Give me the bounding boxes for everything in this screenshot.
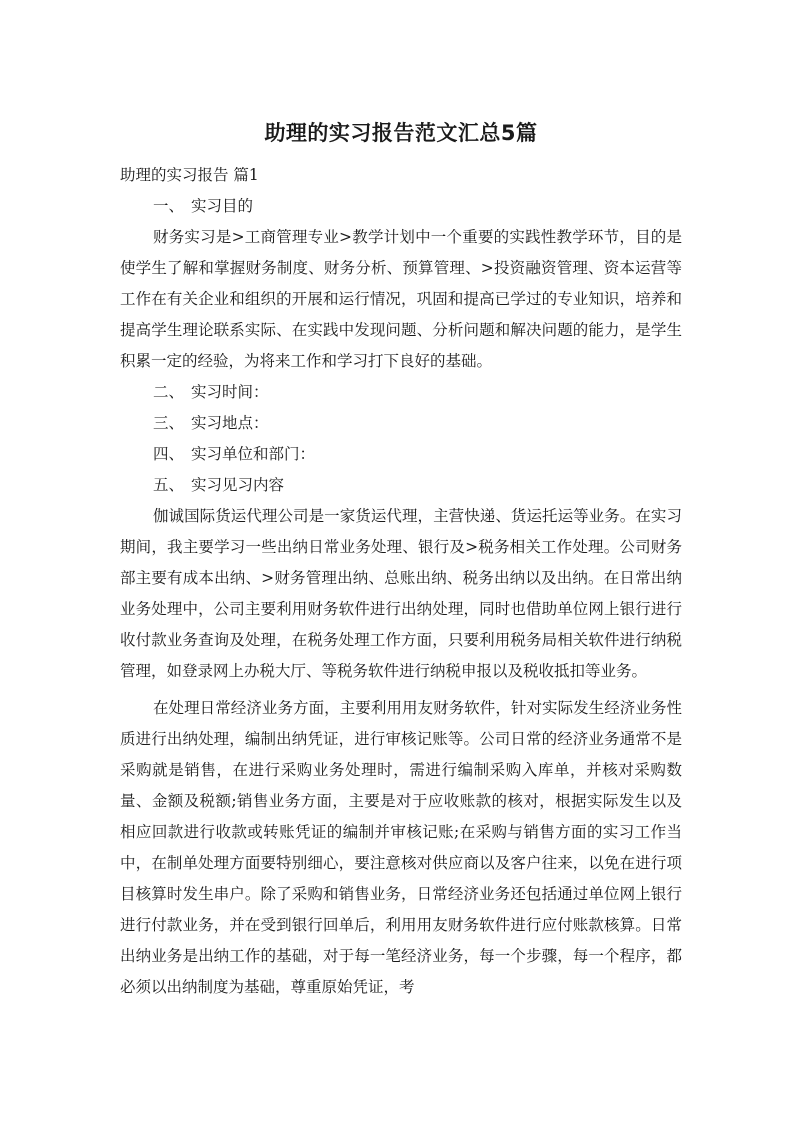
section-heading-location: [120, 408, 682, 439]
section-label: 实习单位和部门：: [191, 445, 316, 463]
section-number: 三、: [153, 414, 185, 432]
section-heading-time: [120, 377, 682, 408]
paragraph-company-intro: 伽诚国际货运代理公司是一家货运代理，主营快递、货运托运等业务。在实习期间，我主要学习一些出纳日常业务处理、银行及>税务相关工作处理。公司财务部主要有成本出纳、>财务管理出纳、总账出纳、税务出纳以及出纳。在日常出纳业务处理中，公司主要利用财务软件进行出纳处理，同时也借助单位网上银行进行收付款业务查询及处理，在税务处理工作方面，只要利用税务局相关软件进行纳税管理，如登录网上办税大厅、等税务软件进行纳税申报以及税收抵扣等业务。: [120, 507, 682, 680]
section-label: 实习见习内容: [191, 476, 285, 494]
section-number: 五、: [153, 476, 185, 494]
report-subtitle: 助理的实习报告 篇1: [120, 166, 259, 184]
section-number: 一、: [153, 197, 185, 215]
section-heading-content: [120, 470, 682, 501]
document-page: [120, 118, 682, 1003]
document-title: 助理的实习报告范文汇总5篇: [264, 121, 538, 145]
section-number: 二、: [153, 383, 185, 401]
section-label: 实习地点：: [191, 414, 269, 432]
section-label: 实习目的: [191, 197, 254, 215]
paragraph-daily-business: 在处理日常经济业务方面，主要利用用友财务软件，针对实际发生经济业务性质进行出纳处理，编制出纳凭证，进行审核记账等。公司日常的经济业务通常不是采购就是销售，在进行采购业务处理时，需进行编制采购入库单，并核对采购数量、金额及税额;销售业务方面，主要是对于应收账款的核对，根据实际发生以及相应回款进行收款或转账凭证的编制并审核记账;在采购与销售方面的实习工作当中，在制单处理方面要特别细心，要注意核对供应商以及客户往来，以免在进行项目核算时发生串户。除了采购和销售业务，日常经济业务还包括通过单位网上银行进行付款业务，并在受到银行回单后，利用用友财务软件进行应付账款核算。日常出纳业务是出纳工作的基础，对于每一笔经济业务，每一个步骤，每一个程序，都必须以出纳制度为基础，尊重原始凭证，考: [120, 699, 682, 996]
section-heading-unit: [120, 439, 682, 470]
section-label: 实习时间：: [191, 383, 269, 401]
section-heading-purpose: [120, 191, 682, 222]
section-number: 四、: [153, 445, 185, 463]
paragraph-purpose: 财务实习是>工商管理专业>教学计划中一个重要的实践性教学环节，目的是使学生了解和掌握财务制度、财务分析、预算管理、>投资融资管理、资本运营等工作在有关企业和组织的开展和运行情况，巩固和提高已学过的专业知识，培养和提高学生理论联系实际、在实践中发现问题、分析问题和解决问题的能力，是学生积累一定的经验，为将来工作和学习打下良好的基础。: [120, 228, 682, 370]
